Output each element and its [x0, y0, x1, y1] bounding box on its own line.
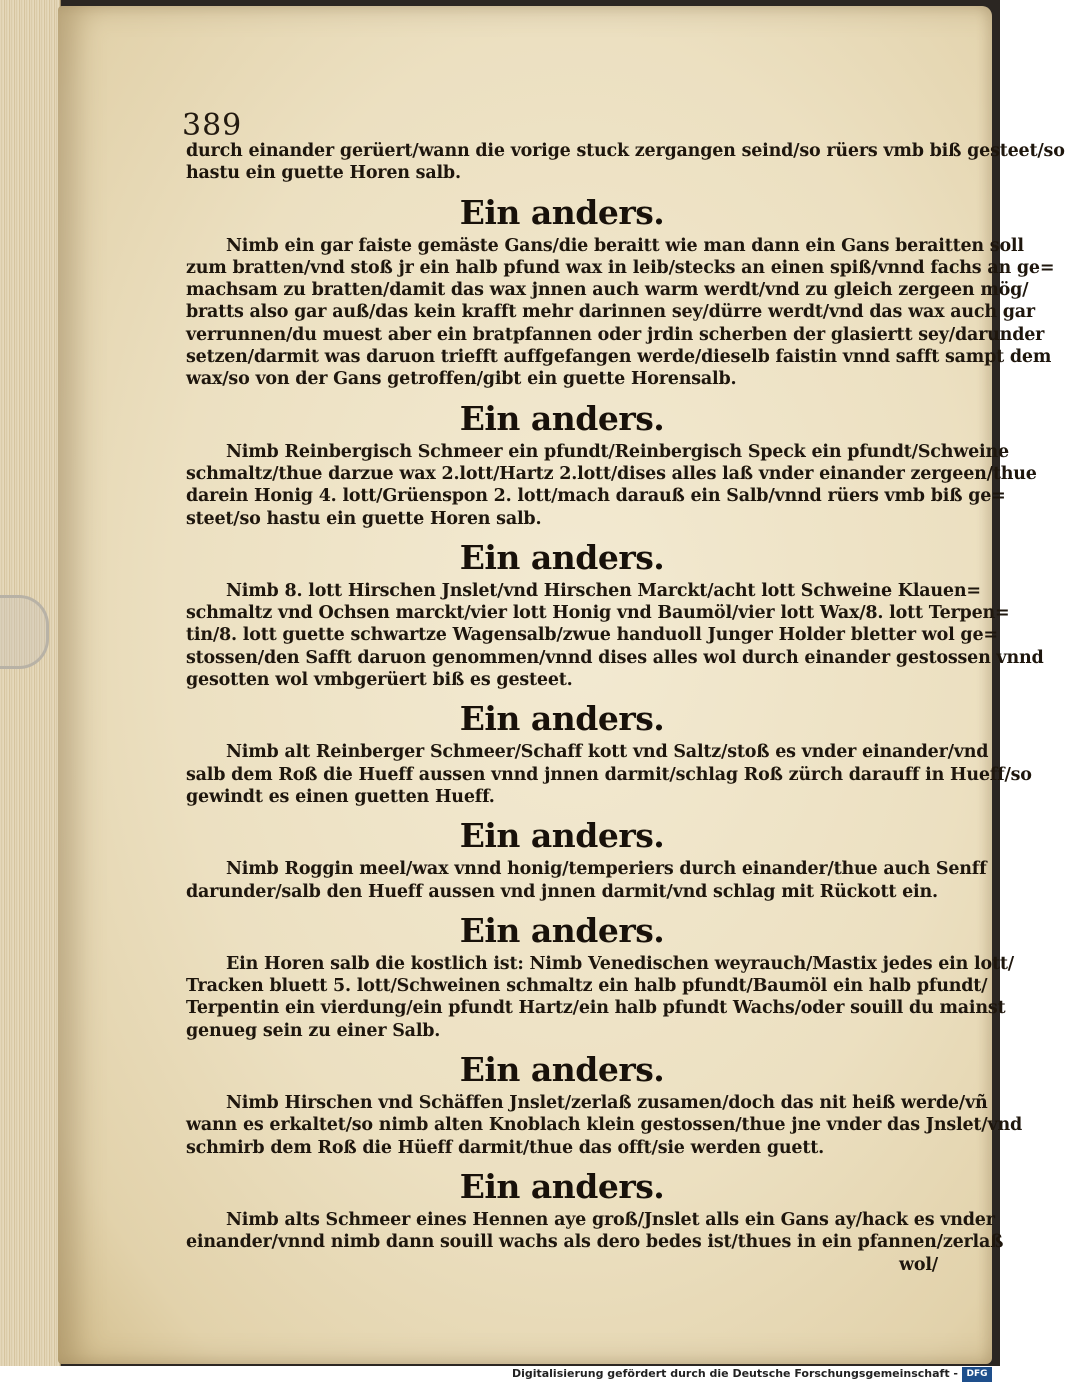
recipe-heading: Ein anders. — [459, 910, 665, 950]
text-line: stossen/den Safft daruon genommen/vnnd dises alles wol durch einander gestossen vnnd — [186, 647, 1044, 668]
text-line: Nimb alts Schmeer eines Hennen aye groß/Jnslet alls ein Gans ay/hack es vnder — [226, 1209, 995, 1230]
text-line: schmirb dem Roß die Hüeff darmit/thue das offt/sie werden guett. — [186, 1137, 824, 1158]
text-line: wax/so von der Gans getroffen/gibt ein guette Horensalb. — [186, 369, 737, 390]
text-line: darunder/salb den Hueff aussen vnd jnnen darmit/vnd schlag mit Rückott ein. — [186, 881, 938, 902]
text-line: bratts also gar auß/das kein krafft mehr darinnen sey/dürre werdt/vnd das wax auch gar — [186, 302, 1035, 323]
text-line: Ein Horen salb die kostlich ist: Nimb Venedischen weyrauch/Mastix jedes ein lott/ — [226, 953, 1014, 974]
page-clip — [0, 595, 49, 669]
paragraph — [186, 741, 1032, 808]
paragraph — [186, 235, 1055, 391]
text-line: genueg sein zu einer Salb. — [186, 1020, 441, 1041]
paragraph — [186, 1209, 1004, 1254]
text-line: salb dem Roß die Hueff aussen vnnd jnnen darmit/schlag Roß zürch darauff in Hueff/so — [186, 764, 1032, 785]
text-line: schmaltz vnd Ochsen marckt/vier lott Honig vnd Baumöl/vier lott Wax/8. lott Terpen= — [186, 603, 1010, 624]
dfg-logo-icon: DFG — [962, 1367, 992, 1382]
text-line: schmaltz/thue darzue wax 2.lott/Hartz 2.lott/dises alles laß vnder einander zergeen/thue — [186, 463, 1037, 484]
paragraph — [186, 858, 987, 903]
text-line: durch einander gerüert/wann die vorige stuck zergangen seind/so rüers vmb biß gesteet/so — [186, 141, 1065, 161]
text-line: gesotten wol vmbgerüert biß es gesteet. — [186, 670, 573, 691]
recipe-heading: Ein anders. — [459, 699, 665, 739]
paragraph — [186, 953, 1014, 1042]
recipe-heading: Ein anders. — [459, 816, 665, 856]
recipe-heading: Ein anders. — [459, 537, 665, 577]
recipe-heading: Ein anders. — [459, 1166, 665, 1206]
recipe-heading: Ein anders. — [459, 1050, 665, 1090]
text-line: Tracken bluett 5. lott/Schweinen schmaltz ein halb pfundt/Baumöl ein halb pfundt/ — [186, 976, 988, 997]
catchword: wol/ — [899, 1254, 938, 1275]
text-line: einander/vnnd nimb dann souill wachs als dero bedes ist/thues in ein pfannen/zerlaß — [186, 1232, 1004, 1253]
text-line: Nimb alt Reinberger Schmeer/Schaff kott vnd Saltz/stoß es vnder einander/vnd — [226, 742, 989, 763]
paragraph — [186, 1092, 1023, 1159]
paragraph — [186, 441, 1037, 530]
text-line: steet/so hastu ein guette Horen salb. — [186, 508, 542, 529]
text-line: Nimb Reinbergisch Schmeer ein pfundt/Reinbergisch Speck ein pfundt/Schweine — [226, 441, 1009, 462]
text-line: machsam zu bratten/damit das wax jnnen auch warm werdt/vnd zu gleich zergeen mög/ — [186, 280, 1029, 301]
paragraph — [186, 140, 1065, 185]
text-line: Nimb ein gar faiste gemäste Gans/die beraitt wie man dann ein Gans beraitten soll — [226, 235, 1024, 256]
text-line: zum bratten/vnd stoß jr ein halb pfund wax in leib/stecks an einen spiß/vnnd fachs an ge= — [186, 257, 1055, 278]
paragraph — [186, 580, 1044, 691]
footer-bar — [0, 1366, 1000, 1384]
text-line: tin/8. lott guette schwartze Wagensalb/zwue handuoll Junger Holder bletter wol ge= — [186, 625, 998, 646]
recipe-heading: Ein anders. — [459, 398, 665, 438]
page-text — [186, 140, 1065, 1276]
book-page-edges — [0, 0, 61, 1366]
text-line: darein Honig 4. lott/Grüenspon 2. lott/mach darauß ein Salb/vnnd rüers vmb biß ge= — [186, 486, 1006, 507]
text-line: Terpentin ein vierdung/ein pfundt Hartz/ein halb pfundt Wachs/oder souill du mainst — [186, 998, 1006, 1019]
text-line: hastu ein guette Horen salb. — [186, 163, 461, 184]
text-line: setzen/darmit was daruon triefft auffgefangen werde/dieselb faistin vnnd safft sampt dem — [186, 347, 1052, 368]
dfg-credit: Digitalisierung gefördert durch die Deutsche Forschungsgemeinschaft - — [511, 1367, 958, 1380]
recipe-heading: Ein anders. — [459, 192, 665, 232]
text-line: Nimb Roggin meel/wax vnnd honig/temperiers durch einander/thue auch Senff — [226, 859, 987, 880]
text-line: Nimb Hirschen vnd Schäffen Jnslet/zerlaß zusamen/doch das nit heiß werde/vñ — [226, 1093, 988, 1114]
text-line: verrunnen/du muest aber ein bratpfannen oder jrdin scherben der glasiertt sey/darunder — [186, 324, 1045, 345]
text-line: wann es erkaltet/so nimb alten Knoblach klein gestossen/thue jne vnder das Jnslet/vnd — [186, 1115, 1023, 1136]
text-line: Nimb 8. lott Hirschen Jnslet/vnd Hirschen Marckt/acht lott Schweine Klauen= — [226, 580, 981, 601]
page-number: 389 — [182, 108, 243, 143]
text-line: gewindt es einen guetten Hueff. — [186, 786, 495, 807]
